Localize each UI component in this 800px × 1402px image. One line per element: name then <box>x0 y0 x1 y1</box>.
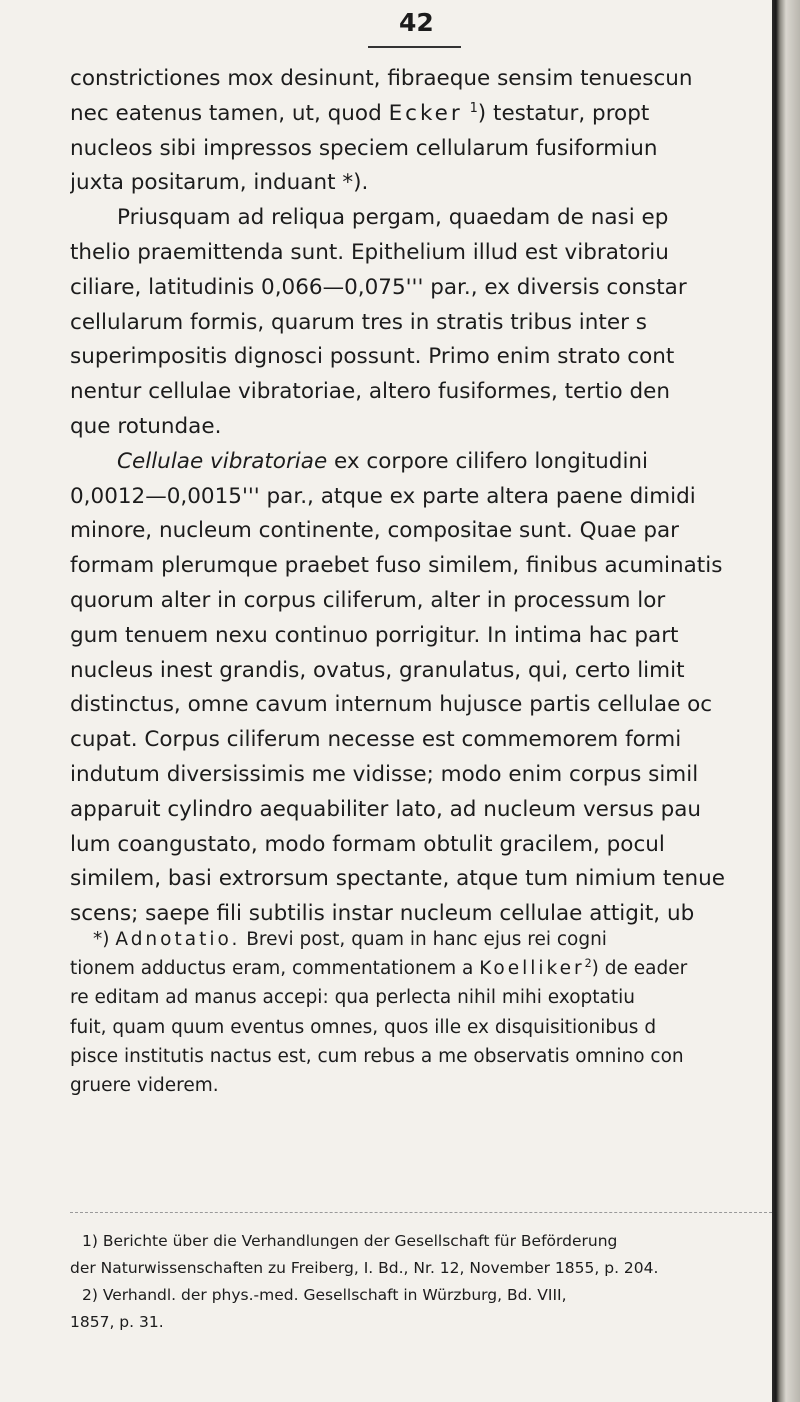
annotation-heading: Adnotatio. <box>115 929 241 950</box>
text-line: juxta positarum, induant *). <box>70 170 369 196</box>
text-line: indutum diversissimis me vidisse; modo enim corpus simil <box>70 761 699 787</box>
footnote-ref: 1 <box>469 100 478 116</box>
text-line: minore, nucleum continente, compositae sunt. Quae par <box>70 518 680 544</box>
author-name: Koelliker <box>479 958 585 980</box>
text-line: ciliare, latitudinis 0,066—0,075''' par., ex diversis constar <box>70 274 687 300</box>
header-rule <box>368 46 461 48</box>
annotation-line: re editam ad manus accepi: qua perlecta nihil mihi exoptatiu <box>70 987 636 1009</box>
text-line: constrictiones mox desinunt, fibraeque sensim tenuescun <box>70 66 693 91</box>
annotation-marker: *) <box>93 929 110 950</box>
text-line: scens; saepe fili subtilis instar nucleum cellulae attigit, ub <box>70 901 695 927</box>
text-line: quorum alter in corpus ciliferum, alter in processum lor <box>70 587 666 613</box>
footnotes <box>70 1228 772 1336</box>
annotation-line: *) Adnotatio. Brevi post, quam in hanc ejus rei cogni <box>93 929 607 950</box>
text-line: lum coangustato, modo formam obtulit gracilem, pocul <box>70 831 665 857</box>
annotation-line: gruere viderem. <box>70 1074 219 1096</box>
footnote-line: 1) Berichte über die Verhandlungen der Gesellschaft für Beförderung <box>82 1232 618 1250</box>
text-line: Priusquam ad reliqua pergam, quaedam de nasi ep <box>117 205 669 231</box>
author-name: Ecker <box>388 100 463 126</box>
text-line: nec eatenus tamen, ut, quod Ecker $^1$) testatur, propt <box>70 100 650 126</box>
page-binding-edge <box>772 0 800 1402</box>
text-line: superimpositis dignosci possunt. Primo enim strato cont <box>70 344 675 370</box>
annotation-line: pisce institutis nactus est, cum rebus a me observatis omnino con <box>70 1045 684 1067</box>
text-line: cellularum formis, quarum tres in stratis tribus inter s <box>70 309 647 335</box>
text-line: nucleos sibi impressos speciem cellularum fusiformiun <box>70 135 658 161</box>
text-line: formam plerumque praebet fuso similem, finibus acuminatis <box>70 553 723 579</box>
footnote-line: 2) Verhandl. der phys.-med. Gesellschaft in Würzburg, Bd. VIII, <box>82 1286 567 1304</box>
main-text <box>70 62 772 932</box>
section-term: Cellulae vibratoriae <box>117 448 328 474</box>
footnote-ref: 2 <box>584 957 592 971</box>
text-line: nucleus inest grandis, ovatus, granulatus, qui, certo limit <box>70 657 685 683</box>
footnote-line: der Naturwissenschaften zu Freiberg, I. Bd., Nr. 12, November 1855, p. 204. <box>70 1259 659 1277</box>
page-number: 42 <box>399 8 434 37</box>
text-line: gum tenuem nexu continuo porrigitur. In intima hac part <box>70 622 679 648</box>
text-line: nentur cellulae vibratoriae, altero fusiformes, tertio den <box>70 379 671 405</box>
annotation-line: tionem adductus eram, commentationem a Koelliker$^2$) de eader <box>70 957 688 980</box>
text-line: 0,0012—0,0015''' par., atque ex parte altera paene dimidi <box>70 483 696 509</box>
footnote-divider <box>70 1212 772 1213</box>
text-line: similem, basi extrorsum spectante, atque tum nimium tenue <box>70 866 725 892</box>
text-line: que rotundae. <box>70 413 222 439</box>
text-line: Cellulae vibratoriae ex corpore cilifero longitudini <box>117 448 649 474</box>
annotation <box>70 925 772 1100</box>
text-line: apparuit cylindro aequabiliter lato, ad nucleum versus pau <box>70 796 702 822</box>
text-line: distinctus, omne cavum internum hujusce partis cellulae oc <box>70 692 713 718</box>
footnote-line: 1857, p. 31. <box>70 1313 164 1331</box>
annotation-line: fuit, quam quum eventus omnes, quos ille ex disquisitionibus d <box>70 1016 657 1038</box>
text-line: thelio praemittenda sunt. Epithelium illud est vibratoriu <box>70 239 669 265</box>
text-line: cupat. Corpus ciliferum necesse est commemorem formi <box>70 727 682 753</box>
